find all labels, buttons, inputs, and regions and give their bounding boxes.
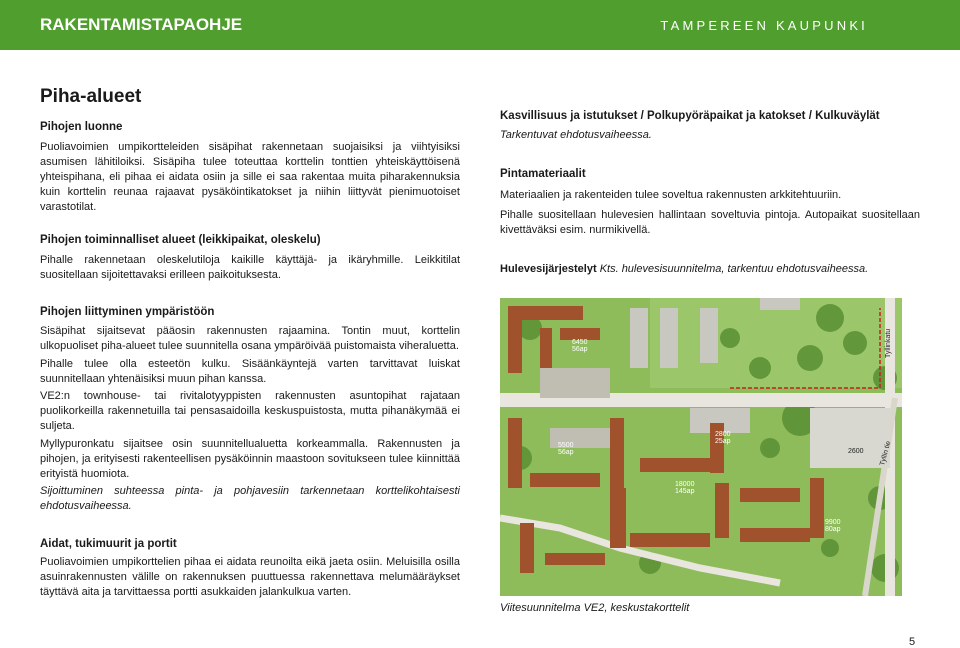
section-heading-aidat: Aidat, tukimuurit ja portit [40,538,177,550]
hulevesi-text: Kts. hulevesisuunnitelma, tarkentuu ehdotusvaiheessa. [599,263,869,275]
page-number: 5 [909,636,916,648]
map-street-tyllintie: Tyllin tie [879,440,893,467]
section-text-kasvillisuus: Tarkentuvat ehdotusvaiheessa. [500,129,652,141]
section-text-aidat: Puoliavoimien umpikorttelien pihaa ei aidata reunoilta eikä jaeta osiin. Meluisilla osilla asuinrakennusten välille on rakennuksen puuttuessa rakennettava melumääräykset täyttävä aita ja tarvittaessa portti asukkaiden jalankulkua varten. [40,556,460,598]
map-label-145ap: 145ap [675,488,695,495]
section-heading-toiminnalliset: Pihojen toiminnalliset alueet (leikkipaikat, oleskelu) [40,234,321,246]
section-text-pintamateriaalit-1: Materiaalien ja rakenteiden tulee soveltua rakennusten arkkitehtuuriin. [500,189,842,201]
map-label-56ap-1: 56ap [572,346,588,353]
section-hulevesi [500,262,920,277]
map-label-80ap: 80ap [825,526,841,533]
section-text-pintamateriaalit-2: Pihalle suositellaan hulevesien hallintaan soveltuvia pintoja. Autopaikat suositellaan kivettäväksi esim. nurmikivellä. [500,209,920,236]
map-label-2600: 2600 [848,448,864,455]
map-caption: Viitesuunnitelma VE2, keskustakorttelit [500,602,690,614]
map-label-56ap-2: 56ap [558,449,574,456]
section-text-liittyminen-2: Pihalle tulee olla esteetön kulku. Sisäänkäyntejä varten tarvittavat luiskat suunnitellaan yhtenäisiksi muun pihan kanssa. [40,358,460,385]
document-title: RAKENTAMISTAPAOHJE [40,15,243,34]
map-label-25ap: 25ap [715,438,731,445]
hulevesi-heading: Hulevesijärjestelyt [500,263,597,275]
map-label-18000: 18000 [675,481,695,488]
section-text-liittyminen-3: VE2:n townhouse- tai rivitalotyyppisten rakennusten asuntopihat rajataan puolikorkeilla rakennetuilla tai pensasaidoilla keskuspuistosta, mutta pihanäkymää ei suljeta. [40,390,460,432]
map-label-5500: 5500 [558,442,574,449]
section-heading-pintamateriaalit: Pintamateriaalit [500,168,586,180]
page-title: Piha-alueet [40,86,142,107]
section-text-liittyminen-5: Sijoittuminen suhteessa pinta- ja pohjavesiin tarkennetaan korttelikohtaisesti ehdotusvaiheessa. [40,485,460,512]
section-text-toiminnalliset: Pihalle rakennetaan oleskelutiloja kaikille käyttäjä- ja ikäryhmille. Leikkitilat suositellaan sijoitettavaksi erilleen paikoituksesta. [40,254,460,281]
map-label-2800: 2800 [715,431,731,438]
city-name: TAMPEREEN KAUPUNKI [660,18,868,33]
section-text-luonne: Puoliavoimien umpikortteleiden sisäpihat rakennetaan suojaisiksi ja viihtyisiksi asumisen lähitiloiksi. Sisäpiha tulee toteuttaa korttelin tonttien yhteiskäyttöisenä yhteispihana, eli pihaa ei aidata osiin ja sille ei saa rakentaa muita piharakennuksia kuin korttelin reunaa rajaavat pysäköintikatokset ja niihin liittyvät pienimuotoiset varastotilat. [40,141,460,213]
section-heading-luonne: Pihojen luonne [40,121,123,133]
map-label-9900: 9900 [825,519,841,526]
map-street-tyllinkatu: Tyllinkatu [885,328,892,358]
section-heading-kasvillisuus: Kasvillisuus ja istutukset / Polkupyöräpaikat ja katokset / Kulkuväylät [500,110,880,122]
map-label-6450: 6450 [572,339,588,346]
site-plan-graphic [500,298,902,596]
section-heading-liittyminen: Pihojen liittyminen ympäristöön [40,306,215,318]
page-header [0,0,960,50]
section-text-liittyminen-4: Myllypuronkatu sijaitsee osin suunnitellualuetta korkeammalla. Rakennusten ja pihojen, ja erityisesti rakenteellisen pysäköinnin maastoon sovitukseen tulee kiinnittää erityistä huomiota. [40,438,460,480]
site-plan-map [500,298,902,596]
section-text-liittyminen-1: Sisäpihat sijaitsevat pääosin rakennusten rajaamina. Tontin muut, korttelin ulkopuoliset piha-alueet tulee suunnitella osana ympäröivää puistomaista viheraluetta. [40,325,460,352]
